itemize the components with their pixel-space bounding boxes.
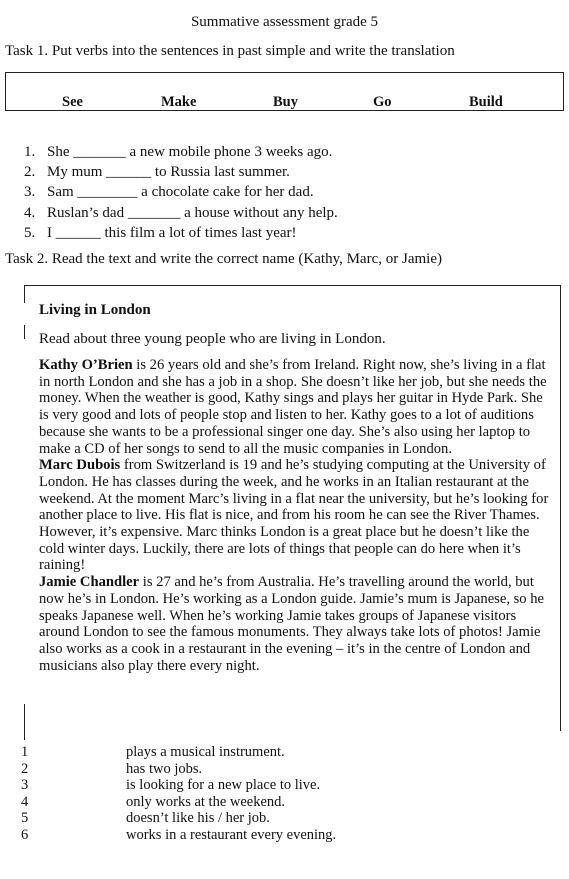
box-border-segment <box>24 325 25 339</box>
statement-text: has two jobs. <box>126 760 203 777</box>
verb-see: See <box>62 94 83 110</box>
sentence-number: 1. <box>24 144 36 160</box>
person-name: Marc Dubois <box>39 457 121 474</box>
statement-text: plays a musical instrument. <box>126 744 285 760</box>
reading-intro: Read about three young people who are living in London. <box>39 331 386 347</box>
paragraph-text: is 27 and he’s from Australia. He’s travelling around the world, but now he’s in London. He’s working as a London guide. Jamie’s mum is Japanese, so he speaks Japanese well. When he’s working Jamie takes groups of Japanese visitors around London to see the famous monuments. They always take lots of photos! Jamie also works as a cook in a restaurant in the evening – it’s in the centre of London and musicians also play there every night. <box>39 574 545 674</box>
statement-text: only works at the weekend. <box>126 793 286 810</box>
sentence-number: 3. <box>24 184 36 201</box>
statement-number: 4 <box>21 793 29 810</box>
statement-list <box>21 744 421 843</box>
verb-buy: Buy <box>273 94 298 110</box>
statement-item <box>21 827 421 844</box>
sentence-number: 2. <box>24 164 36 181</box>
sentence-item <box>24 162 338 182</box>
reading-title: Living in London <box>39 302 151 318</box>
statement-number: 6 <box>21 826 29 843</box>
statement-number: 3 <box>21 777 29 793</box>
sentence-text: My mum ______ to Russia last summer. <box>47 164 290 181</box>
page-title: Summative assessment grade 5 <box>190 14 379 30</box>
statement-text: works in a restaurant every evening. <box>126 826 337 843</box>
statement-item <box>21 777 421 794</box>
statement-text: doesn’t like his / her job. <box>126 810 270 826</box>
sentence-item <box>24 223 338 243</box>
verb-make: Make <box>161 94 197 110</box>
reading-text <box>39 300 554 674</box>
statement-number: 5 <box>21 810 29 826</box>
paragraph-text: from Switzerland is 19 and he’s studying computing at the University of London. He has classes during the week, and he works in an Italian restaurant at the weekend. At the moment Marc’s living in a flat near the university, but he’s looking for another place to live. His flat is nice, and from his room he can see the River Thames. However, it’s expensive. Marc thinks London is a great place but he doesn’t like the cold winter days. Luckily, there are lots of things that people can do here when it’s raining! <box>39 457 549 574</box>
box-border-segment <box>24 285 25 303</box>
sentence-item <box>24 182 338 202</box>
person-name: Jamie Chandler <box>39 574 140 591</box>
statement-item <box>21 761 421 778</box>
verb-build: Build <box>469 94 503 110</box>
statement-text: is looking for a new place to live. <box>126 777 321 793</box>
sentence-text: Ruslan’s dad _______ a house without any help. <box>47 204 338 221</box>
statement-item <box>21 794 421 811</box>
paragraph-jamie <box>39 574 554 674</box>
statement-item <box>21 744 421 761</box>
sentence-number: 4. <box>24 204 36 221</box>
sentence-item <box>24 203 338 223</box>
paragraph-text: is 26 years old and she’s from Ireland. Right now, she’s living in a flat in north London and she has a job in a shop. She doesn’t like her job, but she needs the money. When the weather is good, Kathy sings and plays her guitar in Hyde Park. She is very good and lots of people stop and listen to her. Kathy goes to a lot of auditions because she wants to be a professional singer one day. She’s also using her laptop to make a CD of her songs to send to all the music companies in London. <box>39 357 547 457</box>
task2-instruction: Task 2. Read the text and write the correct name (Kathy, Marc, or Jamie) <box>5 251 442 267</box>
sentence-text: She _______ a new mobile phone 3 weeks ago. <box>47 144 333 160</box>
paragraph-marc <box>39 457 554 574</box>
statement-number: 1 <box>21 744 29 760</box>
sentence-text: I ______ this film a lot of times last year! <box>47 224 297 241</box>
box-border-segment <box>24 704 25 740</box>
sentence-list <box>24 142 338 243</box>
paragraph-kathy <box>39 357 554 457</box>
sentence-item <box>24 142 338 162</box>
sentence-number: 5. <box>24 224 36 241</box>
verb-box <box>5 72 564 111</box>
statement-item <box>21 810 421 827</box>
verb-go: Go <box>373 94 392 110</box>
statement-number: 2 <box>21 760 29 777</box>
task1-instruction: Task 1. Put verbs into the sentences in past simple and write the translation <box>5 43 455 59</box>
person-name: Kathy O’Brien <box>39 357 133 373</box>
sentence-text: Sam ________ a chocolate cake for her dad. <box>47 184 314 201</box>
